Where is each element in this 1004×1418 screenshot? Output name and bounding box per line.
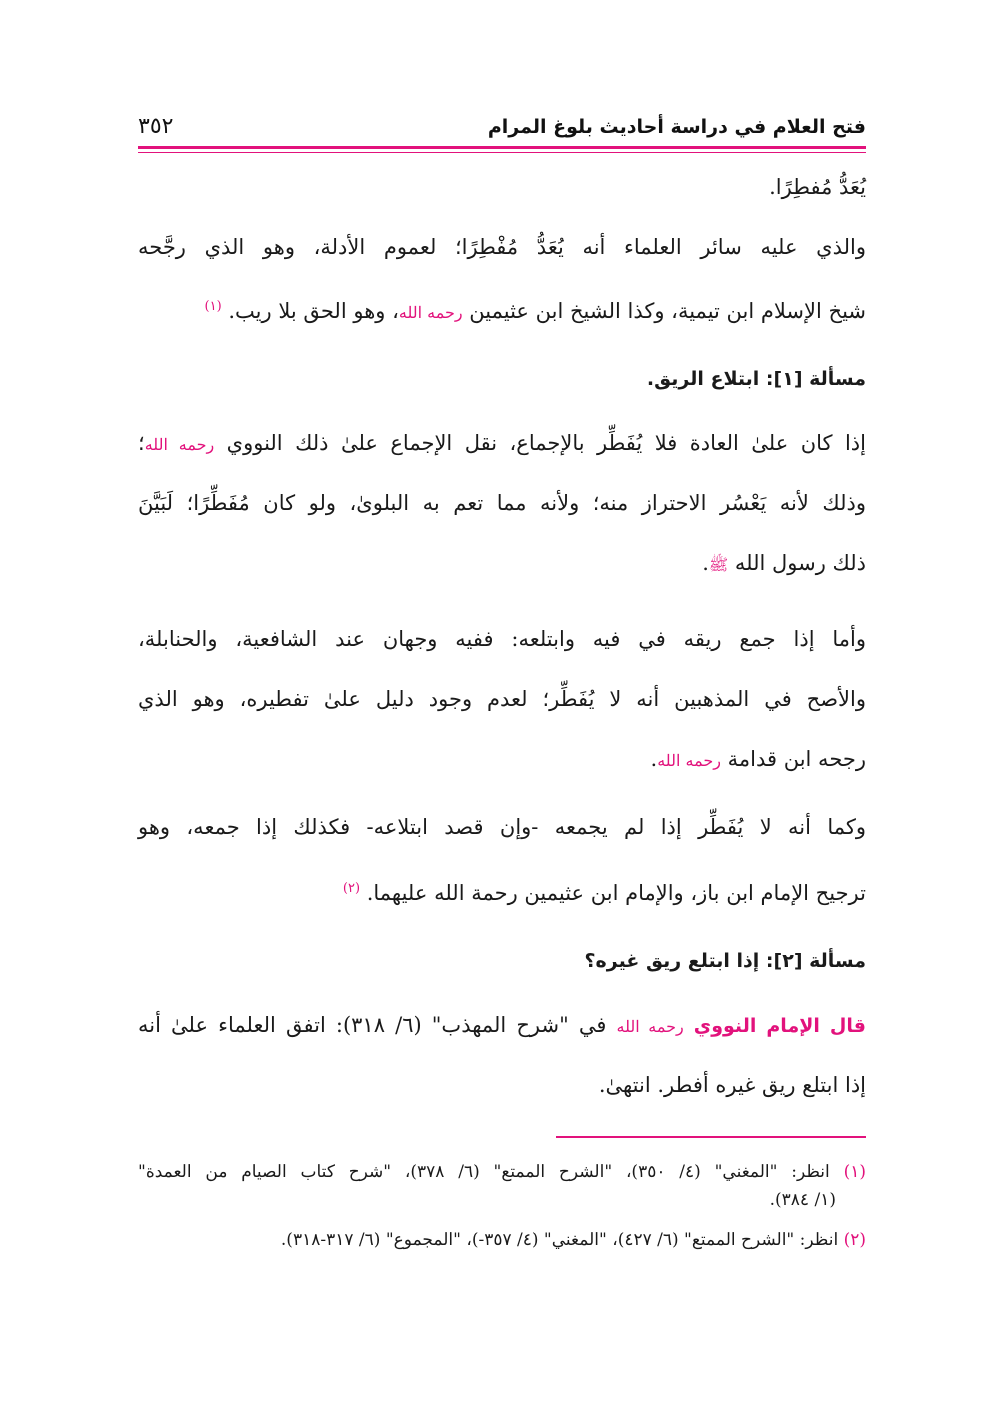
text-line: [138, 810, 866, 844]
honorific-mark: رحمه الله: [616, 1017, 684, 1036]
text-fragment: والأصح في المذهبين أنه لا يُفَطِّر؛ لعدم وجود دليل علىٰ تفطيره، وهو الذي: [138, 687, 866, 711]
header-rule-thin: [138, 152, 866, 153]
footnote-1-continued: [138, 1186, 836, 1214]
text-fragment: والذي عليه سائر العلماء أنه يُعَدُّ مُفْطِرًا؛ لعموم الأدلة، وهو الذي رجَّحه: [138, 235, 866, 259]
text-fragment: ؛: [138, 431, 145, 455]
section-heading-1: [138, 362, 866, 396]
text-fragment: ترجيح الإمام ابن باز، والإمام ابن عثيمين رحمة الله عليهما.: [366, 881, 866, 905]
text-fragment: رجحه ابن قدامة: [727, 747, 866, 771]
header-rule-thick: [138, 146, 866, 149]
footnote-2: [138, 1226, 866, 1254]
heading-title: إذا ابتلع ريق غيره؟: [584, 950, 760, 972]
honorific-mark: ﷺ: [708, 555, 729, 574]
footnote-divider: [556, 1136, 866, 1138]
footnote-1: [138, 1158, 866, 1186]
footnote-ref-2[interactable]: (٢): [342, 881, 361, 896]
text-fragment: ، وهو الحق بلا ريب.: [228, 299, 399, 323]
text-fragment: وأما إذا جمع ريقه في فيه وابتلعه: ففيه وجهان عند الشافعية، والحنابلة،: [138, 627, 866, 651]
section-heading-2: [138, 944, 866, 978]
footnote-text: انظر: "الشرح الممتع" (٦/ ٤٢٧)، "المغني" (٤/ ٣٥٧-)، "المجموع" (٦/ ٣١٧-٣١٨).: [280, 1230, 839, 1250]
text-fragment: شيخ الإسلام ابن تيمية، وكذا الشيخ ابن عثيمين: [469, 299, 866, 323]
text-fragment: إذا كان علىٰ العادة فلا يُفَطِّر بالإجماع، نقل الإجماع علىٰ ذلك النووي: [226, 431, 866, 455]
honorific-mark: رحمه الله: [144, 435, 215, 454]
text-fragment: وكما أنه لا يُفَطِّر إذا لم يجمعه -وإن قصد ابتلاعه- فكذلك إذا جمعه، وهو: [138, 815, 866, 839]
text-fragment: .: [650, 747, 658, 771]
text-line: [138, 872, 866, 910]
text-fragment: يُعَدُّ مُفطِرًا.: [769, 175, 866, 199]
page-header: [138, 112, 866, 146]
text-line: [138, 290, 866, 330]
honorific-mark: رحمه الله: [398, 303, 463, 322]
text-fragment: وذلك لأنه يَعْسُر الاحتراز منه؛ ولأنه مما تعم به البلوىٰ، ولو كان مُفَطِّرًا؛ لَبَيَّنَ: [138, 491, 866, 515]
text-fragment: ذلك رسول الله: [734, 551, 866, 575]
text-line: [138, 170, 866, 204]
text-line: [138, 1008, 866, 1044]
text-line: [138, 1068, 866, 1102]
text-line: [138, 426, 866, 462]
heading-label: مسألة [٢]:: [765, 950, 866, 972]
footnote-number: (٢): [843, 1230, 866, 1250]
heading-title: ابتلاع الريق.: [646, 368, 760, 390]
heading-label: مسألة [١]:: [765, 368, 866, 390]
footnote-ref-1[interactable]: (١): [204, 299, 222, 314]
text-line: [138, 622, 866, 656]
text-line: [138, 742, 866, 778]
honorific-mark: رحمه الله: [657, 751, 721, 770]
quoted-scholar: قال الإمام النووي: [693, 1015, 866, 1037]
text-line: [138, 230, 866, 264]
text-line: [138, 546, 866, 582]
text-fragment: إذا ابتلع ريق غيره أفطر. انتهىٰ.: [598, 1073, 866, 1097]
text-fragment: في "شرح المهذب" (٦/ ٣١٨): اتفق العلماء علىٰ أنه: [138, 1013, 617, 1037]
text-line: [138, 486, 866, 520]
book-title: فتح العلام في دراسة أحاديث بلوغ المرام: [487, 116, 866, 138]
page-number: ٣٥٢: [138, 114, 174, 139]
text-line: [138, 682, 866, 716]
text-fragment: .: [702, 551, 709, 575]
footnote-text: (١/ ٣٨٤).: [769, 1190, 836, 1210]
footnote-text: انظر: "المغني" (٤/ ٣٥٠)، "الشرح الممتع" (٦/ ٣٧٨)، "شرح كتاب الصيام من العمدة": [138, 1162, 830, 1182]
footnote-number: (١): [843, 1162, 866, 1182]
